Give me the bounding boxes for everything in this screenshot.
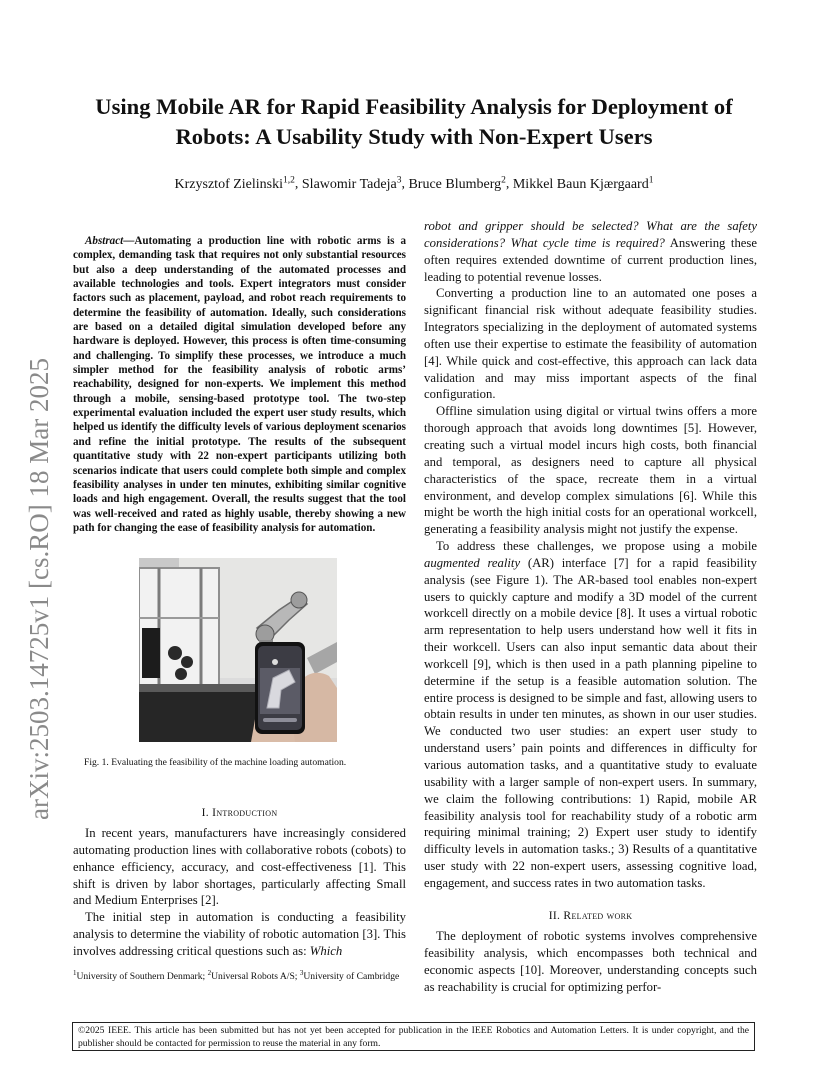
copyright-notice: ©2025 IEEE. This article has been submitted but has not yet been accepted for publication in the IEEE Robotics and Automation Letters. It is under copyright, and the publisher should be contacted for permission to reuse the material in any form. [72, 1022, 755, 1051]
section-1-heading: I. Introduction [201, 806, 278, 819]
figure-1-caption: Fig. 1. Evaluating the feasibility of the machine loading automation. [84, 757, 347, 768]
title-line-1: Using Mobile AR for Rapid Feasibility Analysis for Deployment of [95, 94, 733, 119]
arxiv-side-stamp: arXiv:2503.14725v1 [cs.RO] 18 Mar 2025 [24, 358, 54, 820]
right-paragraph-1: Converting a production line to an automated one poses a significant financial risk without adequate feasibility studies. Integrators specializing in the deployment of automated systems often use their expertise to estimate the feasibility of automation [4]. While quick and cost-effective, this approach can lack data validation and may miss important aspects of the final configuration. [424, 286, 757, 402]
right-column-body [424, 218, 757, 892]
right-paragraph-0: robot and gripper should be selected? What are the safety considerations? What cycle time is required? Answering these often requires extended downtime of current production lines, leading to potential revenue losses. [424, 219, 757, 284]
related-work-body [424, 928, 757, 995]
author-3: Bruce Blumberg$^2$ [408, 175, 506, 192]
robot-ar-photo [139, 558, 337, 742]
author-list: Krzysztof Zielinski$^{1,2}$, Slawomir Tadeja$^3$, Bruce Blumberg$^2$, Mikkel Baun Kjærgaard$^1$ [174, 175, 654, 192]
abstract [73, 234, 406, 535]
figure-1-photo [139, 558, 337, 742]
section-2-heading: II. Related work [548, 909, 633, 922]
paper-title [60, 92, 768, 152]
related-paragraph-1: The deployment of robotic systems involves comprehensive feasibility analysis, which encompasses both technical and economic aspects [10]. Moreover, understanding concepts such as reachability is crucial for optimizing perfor- [424, 929, 757, 994]
author-4: Mikkel Baun Kjærgaard$^1$ [512, 175, 654, 192]
right-paragraph-3: To address these challenges, we propose using a mobile augmented reality (AR) interface [7] for a rapid feasibility analysis (see Figure 1). The AR-based tool enables non-expert users to quickly capture and modify a 3D model of the current workcell directly on a mobile device [8]. It uses a virtual robotic arm representation to help users understand how well it fits in their workcell. Users can also input semantic data about their workcell [9], which is then used in a path planning pipeline to determine if the setup is a feasible automation solution. The entire process is designed to be simple and fast, allowing users to obtain results in under ten minutes, as shown in our user studies. We conducted two user studies: an expert user study to understand users’ pain points and differences in difficulty for various automation tasks, and a quantitative study to evaluate usability with a larger sample of non-expert users. In summary, we claim the following contributions: 1) Rapid, mobile AR feasibility analysis tool for reachability study of a robotic arm requiring minimal training; 2) Expert user study to identify difficulty levels in automation tasks.; 3) Results of a quantitative user study with 22 non-expert users, assessing cognitive load, engagement, and success rates in two automation tasks. [424, 539, 757, 890]
intro-paragraph-1: In recent years, manufacturers have increasingly considered automating production lines with collaborative robots (cobots) to enhance efficiency, accuracy, and cost-effectiveness [1]. This shift is driven by labor shortages, particularly affecting Small and Medium Enterprises [2]. [73, 826, 406, 908]
introduction-body [73, 825, 406, 960]
intro-paragraph-2: The initial step in automation is conducting a feasibility analysis to determine the viability of robotic automation [3]. This involves addressing critical questions such as: Which [73, 910, 406, 958]
affiliation-footnote: $^1$University of Southern Denmark; $^2$Universal Robots A/S; $^3$University of Cambridge [73, 969, 400, 983]
author-1: Krzysztof Zielinski$^{1,2}$ [174, 175, 295, 192]
abstract-label: Abstract [85, 235, 124, 247]
title-line-2: Robots: A Usability Study with Non-Expert Users [175, 124, 653, 149]
right-paragraph-2: Offline simulation using digital or virtual twins offers a more thorough approach that avoids long downtimes [5]. However, creating such a virtual model incurs high costs, both financial and temporal, as designers need to capture all physical characteristics of the space, recreate them in a virtual environment, and develop complex simulations [6]. While this might be worth the high initial costs for an operational workcell, generating a feasibility analysis might not justify the expense. [424, 404, 757, 537]
author-2: Slawomir Tadeja$^3$ [301, 175, 402, 192]
abstract-text: —Automating a production line with robotic arms is a complex, demanding task that requires not only substantial resources but also a deep understanding of the automated processes and available technologies and tools. Expert integrators must consider factors such as placement, payload, and robot reach requirements to determine the feasibility of automation. Ideally, such considerations are based on a detailed digital simulation developed before any hardware is deployed. However, this process is often time-consuming and challenging. To simplify these processes, we introduce a much simpler method for the feasibility analysis of robotic arms’ reachability, designed for non-experts. We implement this method through a mobile, sensing-based prototype tool. The two-step experimental evaluation included the expert user study results, which helped us identify the difficulty levels of various deployment scenarios and refine the initial prototype. The results of the subsequent quantitative study with 22 non-expert participants utilizing both scenarios indicate that users could complete both simple and complex feasibility analyses in under ten minutes, exhibiting similar cognitive loads and high engagement. Overall, the results suggest that the tool was well-received and rated as highly usable, thereby showing a new path for changing the ease of feasibility analysis for automation. [73, 235, 406, 534]
